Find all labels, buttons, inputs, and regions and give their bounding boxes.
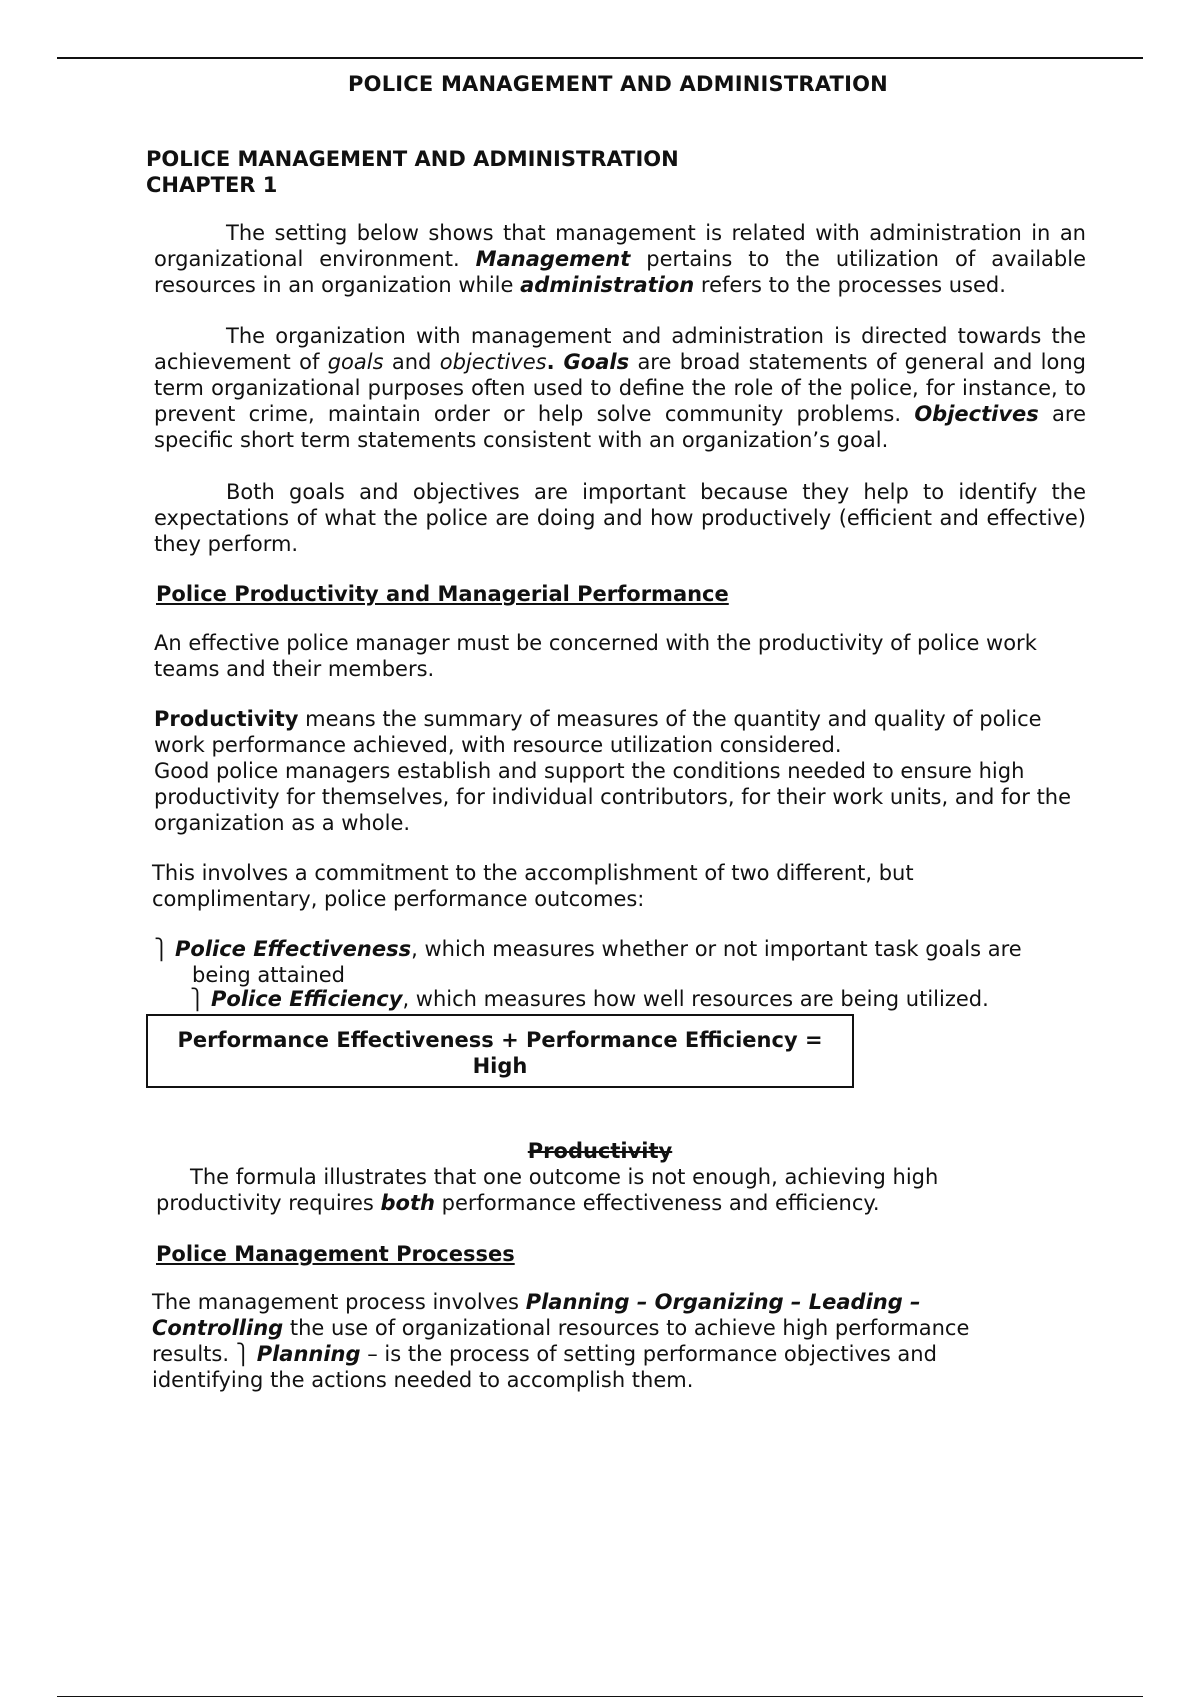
bullet-icon: ⎫ — [190, 987, 205, 1011]
formula-line-1: Performance Effectiveness + Performance Efficiency = — [177, 1028, 823, 1052]
section1-paragraph-1: An effective police manager must be concerned with the productivity of police work teams and their members. — [154, 631, 1037, 681]
formula-box — [146, 1014, 854, 1088]
struck-productivity: Productivity — [527, 1139, 673, 1163]
section2-paragraph-1: The management process involves Planning – Organizing – Leading – Controlling the use of organizational resources to achieve high performance results. ⎫ Planning – is the process of setting performance objectives and identifying the actions needed to accomplish them. — [152, 1290, 970, 1392]
heading-line-1: POLICE MANAGEMENT AND ADMINISTRATION — [146, 147, 679, 171]
intro-paragraph-2: The organization with management and administration is directed towards the achievement of goals and objectives. Goals are broad statements of general and long term organizational purposes often used to define the role of the police, for instance, to prevent crime, maintain order or help solve community problems. Objectives are specific short term statements consistent with an organization’s goal. — [154, 324, 1086, 452]
section-title-processes: Police Management Processes — [156, 1242, 515, 1266]
bullet-icon: ⎫ — [235, 1342, 251, 1366]
document-heading — [146, 146, 679, 198]
page-header-title: POLICE MANAGEMENT AND ADMINISTRATION — [348, 72, 888, 96]
section1-paragraph-4: The formula illustrates that one outcome is not enough, achieving high productivity requires both performance effectiveness and efficiency. — [156, 1165, 939, 1215]
intro-paragraph-1: The setting below shows that management is related with administration in an organizational environment. Management pertains to the utilization of available resources in an organization while administration refers to the processes used. — [154, 221, 1086, 297]
section1-paragraph-2: Productivity means the summary of measures of the quantity and quality of police work performance achieved, with resource utilization considered. Good police managers establish and support the conditions needed to ensure high productivity for themselves, for individual contributors, for their work units, and for the organization as a whole. — [154, 707, 1072, 835]
bullet-efficiency: ⎫ Police Efficiency, which measures how well resources are being utilized. — [190, 987, 989, 1011]
intro-paragraph-3: Both goals and objectives are important because they help to identify the expectations of what the police are doing and how productively (efficient and effective) they perform. — [154, 480, 1086, 556]
heading-line-2: CHAPTER 1 — [146, 173, 278, 197]
top-rule — [57, 57, 1143, 59]
formula-line-2: High — [472, 1054, 528, 1078]
section1-paragraph-3: This involves a commitment to the accomplishment of two different, but complimentary, police performance outcomes: — [152, 861, 914, 911]
bullet-effectiveness: ⎫ Police Effectiveness, which measures whether or not important task goals are being attained — [154, 937, 1022, 987]
bottom-rule — [57, 1696, 1143, 1697]
bullet-icon: ⎫ — [154, 937, 169, 961]
section-title-productivity: Police Productivity and Managerial Performance — [156, 582, 729, 606]
